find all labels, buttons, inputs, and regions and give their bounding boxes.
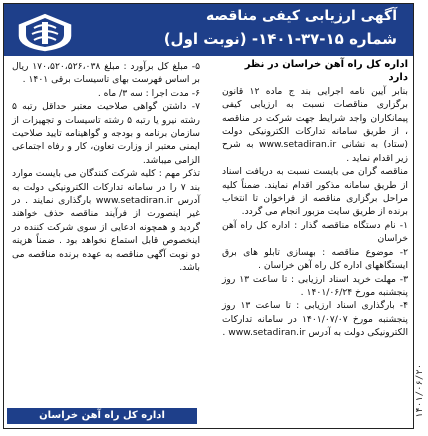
- railway-logo-icon: [12, 10, 78, 54]
- right-column: [222, 58, 408, 340]
- intro-subheading: اداره کل راه آهن خراسان در نظر دارد: [244, 59, 408, 84]
- paragraph: مناقصه گران می بایست نسبت به دریافت اسناد از طریق سامانه مذکور اقدام نمایند. ضمناً کلیه مراحل برگزاری مناقصه از فراخوان تا انتخاب برنده از طریق سایت مزبور انجام می گردد.: [222, 166, 408, 218]
- notice-title: آگهی ارزیابی کیفی مناقصه: [205, 8, 397, 24]
- item-1: ۱- نام دستگاه مناقصه گذار : اداره کل راه آهن خراسان: [222, 219, 408, 245]
- side-code: [414, 300, 426, 420]
- item-5: ۵- مبلغ کل برآورد : مبلغ ۱۷۰،۵۲۰،۵۲۶،۰۳۸ ریال بر اساس فهرست بهای تاسیسات برقی ۱۴۰۱ .: [12, 61, 200, 86]
- item-2: ۲- موضوع مناقصه : بهسازی تابلو های برق ایستگاههای اداره کل راه آهن خراسان .: [222, 246, 408, 272]
- item-3: ۳- مهلت خرید اسناد ارزیابی : تا ساعت ۱۳ روز پنجشنبه مورخ ۱۴۰۱/۰۶/۲۴ .: [222, 273, 409, 298]
- item-7: ۷- داشتن گواهی صلاحیت معتبر حداقل رتبه ۵ رشته نیرو یا رتبه ۵ رشته تاسیسات و تجهیزات از سازمان برنامه و بودجه و گواهینامه تایید صلاحیت ایمنی معتبر از وزارت تعاون، کار و رفاه اجتماعی الزامی میباشد.: [12, 101, 200, 166]
- paragraph: بنابر آیین نامه اجرایی بند ج ماده ۱۲ قانون برگزاری مناقصات نسبت به ارزیابی کیفی پیمانکاران واجد شرایط جهت شرکت در مناقصه ، از طریق سامانه تدارکات الکترونیکی دولت (ستاد) به نشانی www.setadiran.ir به شرح زیر اقدام نماید .: [222, 85, 408, 164]
- left-column: [12, 60, 200, 275]
- important-note: تذکر مهم : کلیه شرکت کنندگان می بایست موارد بند ۷ را در سامانه تدارکات الکترونیکی دولت به آدرس www.setadiran.ir بارگذاری نمایند . در غیر اینصورت از فرآیند مناقصه حذف خواهند گردید و همچونه ادعایی از سوی شرکت کننده در اینخصوص قابل استماع نخواهد بود . ضمناً هزینه دو نوبت آگهی مناقصه به عهده برنده مناقصه می باشد.: [12, 168, 200, 274]
- item-6: ۶- مدت اجرا : سه ۳/ ماه .: [97, 87, 200, 99]
- footer-banner: اداره کل راه آهن خراسان: [7, 408, 197, 424]
- notice-number: شماره ۱۵-۳۷-۱۴۰۱- (نوبت اول): [163, 30, 397, 48]
- item-4: ۴- بارگذاری اسناد ارزیابی : تا ساعت ۱۳ روز پنجشنبه مورخ ۱۴۰۱/۰۷/۰۷ در سامانه تدارکات الکترونیکی دولت به آدرس www.setadiran.ir .: [222, 300, 409, 339]
- side-code-text: ۱۴۰۱/۰۶/۲۰: [415, 363, 425, 418]
- notice-header: [4, 4, 413, 56]
